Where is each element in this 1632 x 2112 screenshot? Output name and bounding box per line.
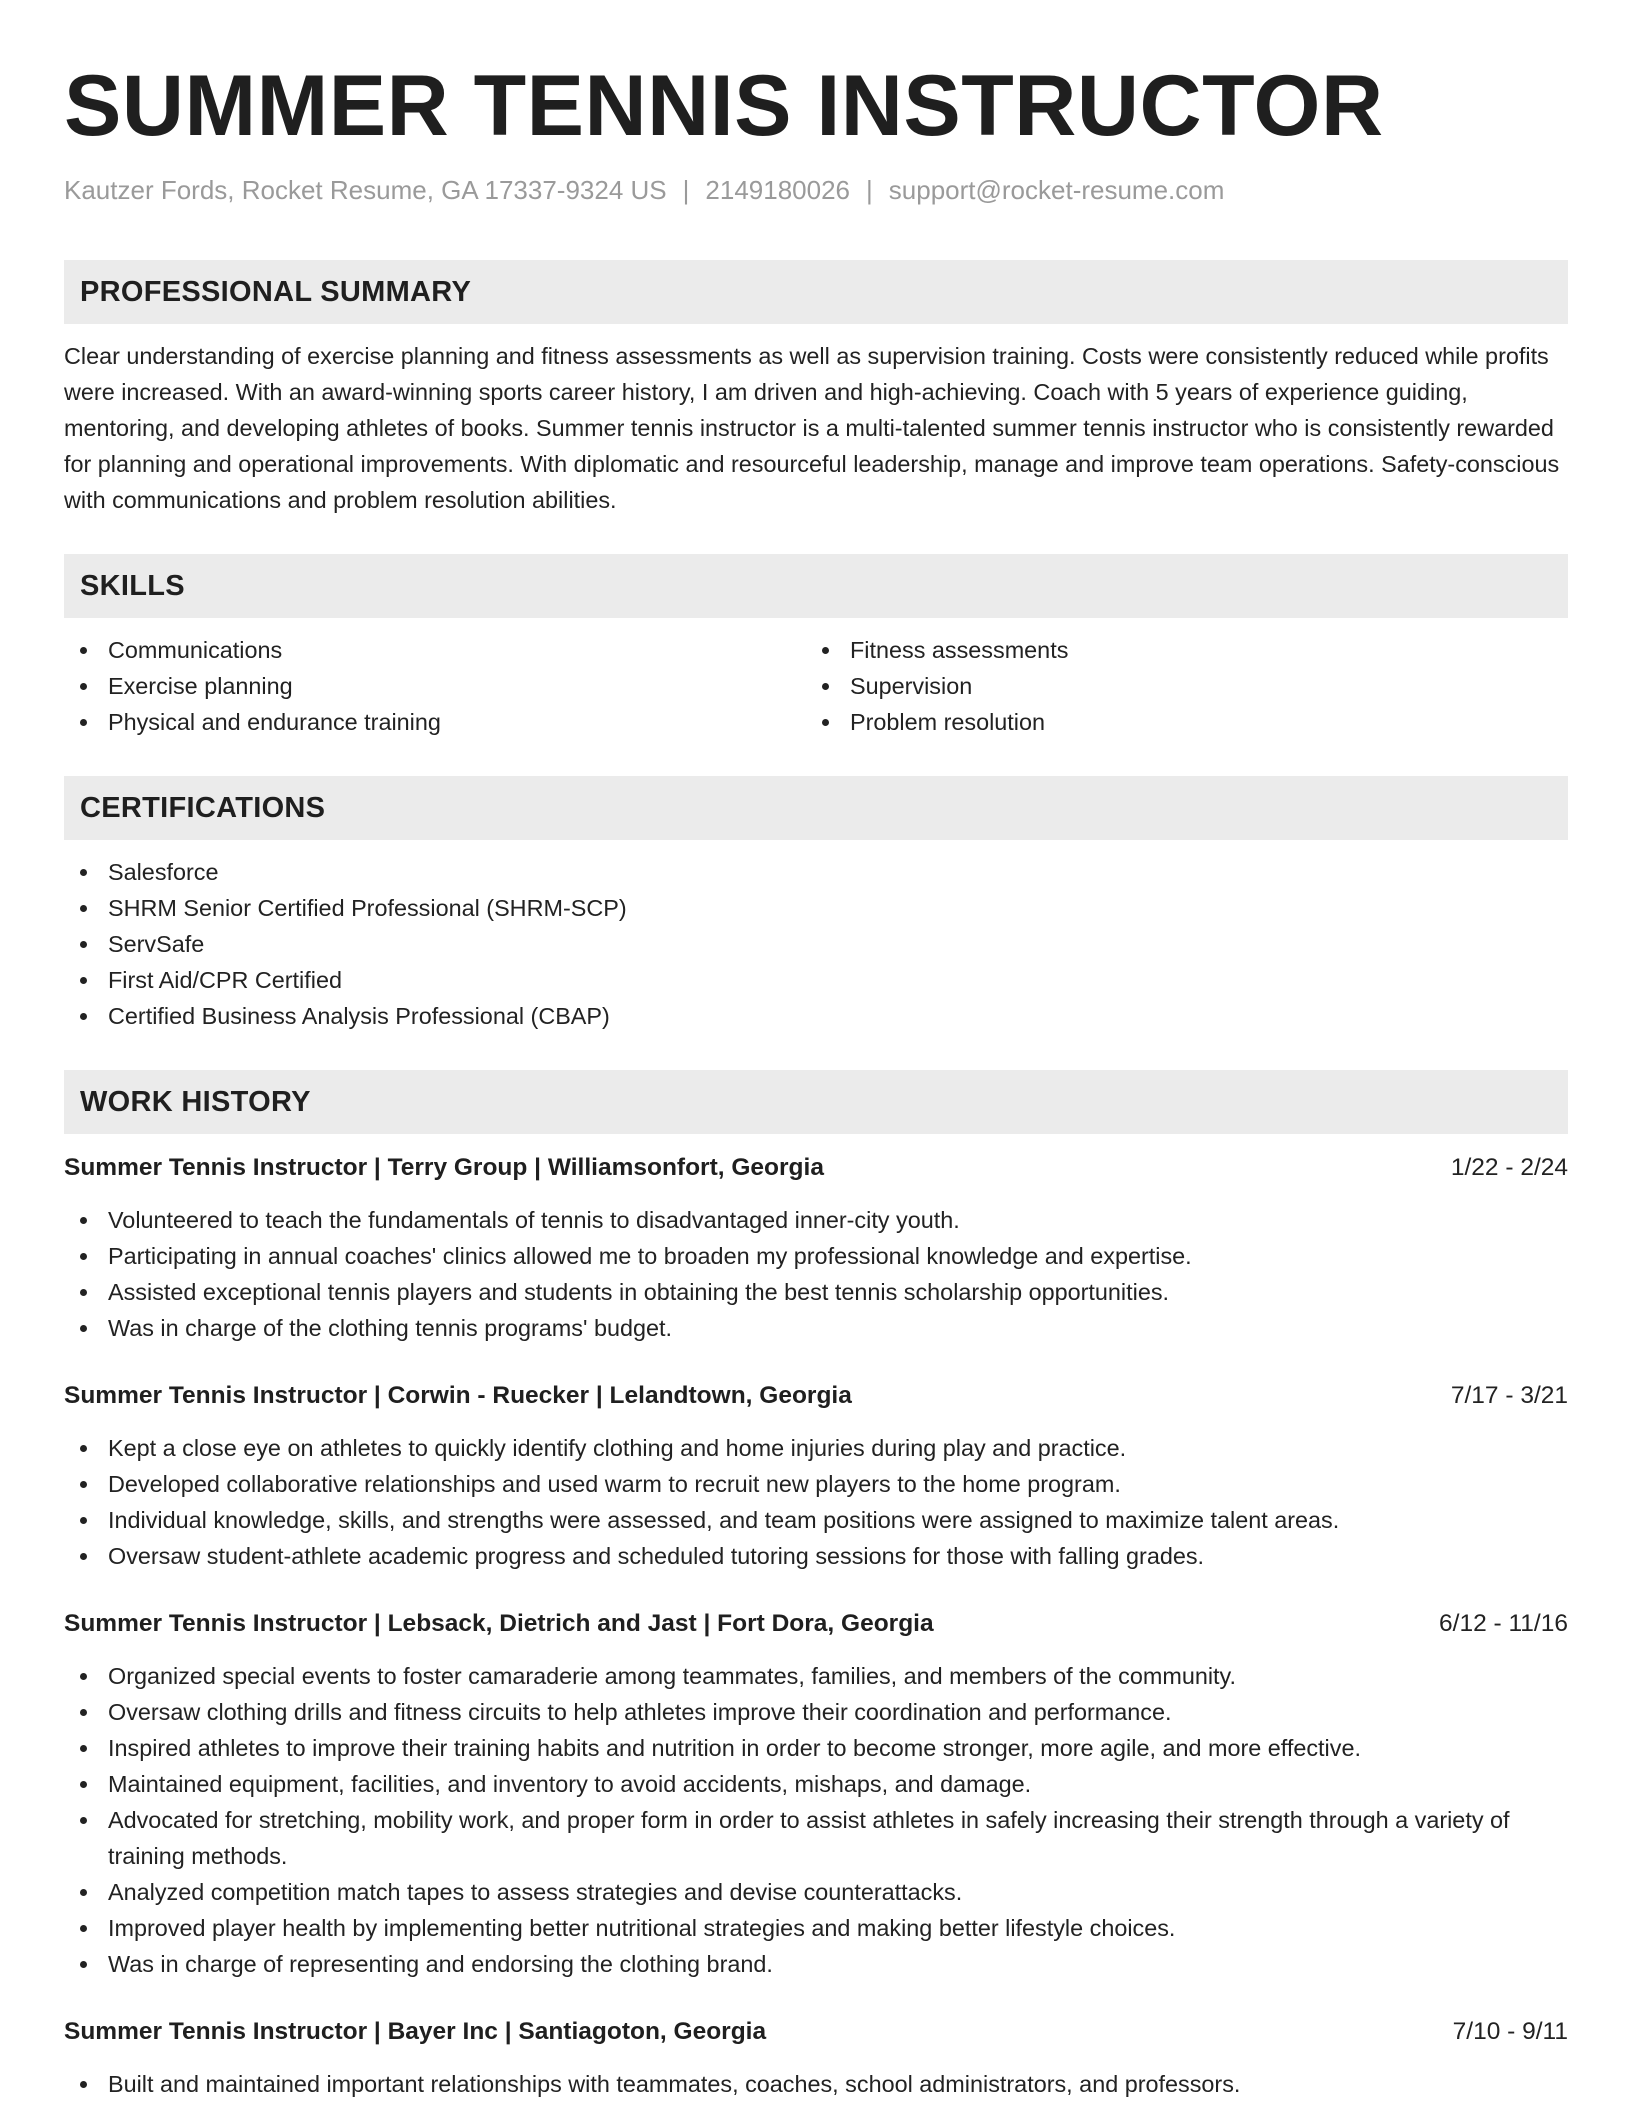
job-bullet: Developed collaborative relationships and used warm to recruit new players to the home program. — [64, 1466, 1568, 1502]
job-bullet: Oversaw clothing drills and fitness circuits to help athletes improve their coordination and performance. — [64, 1694, 1568, 1730]
job-dates: 7/17 - 3/21 — [1450, 1382, 1568, 1409]
job-bullet: Participating in annual coaches' clinics allowed me to broaden my professional knowledge and expertise. — [64, 1238, 1568, 1274]
skills-list-right — [806, 632, 1548, 740]
certification-item: Salesforce — [64, 854, 1568, 890]
certification-item: SHRM Senior Certified Professional (SHRM-SCP) — [64, 890, 1568, 926]
job-dates: 1/22 - 2/24 — [1450, 1154, 1568, 1181]
job-header — [64, 1150, 1568, 1186]
job-bullet: Was in charge of the clothing tennis programs' budget. — [64, 1310, 1568, 1346]
job-bullet: Was in charge of representing and endorsing the clothing brand. — [64, 1946, 1568, 1982]
section-heading-certifications: CERTIFICATIONS — [64, 776, 1568, 840]
job-dates: 6/12 - 11/16 — [1439, 1610, 1568, 1637]
job-header — [64, 2014, 1568, 2050]
job-bullet: Advocated for stretching, mobility work, and proper form in order to assist athletes in safely increasing their strength through a variety of training methods. — [64, 1802, 1568, 1874]
certifications-list — [64, 854, 1568, 1034]
job-bullet: Analyzed competition match tapes to assess strategies and devise counterattacks. — [64, 1874, 1568, 1910]
job-title: Summer Tennis Instructor | Bayer Inc | Santiagoton, Georgia — [64, 2018, 767, 2045]
job-title: Summer Tennis Instructor | Corwin - Ruecker | Lelandtown, Georgia — [64, 1382, 852, 1409]
job-bullet: Assisted exceptional tennis players and students in obtaining the best tennis scholarship opportunities. — [64, 1274, 1568, 1310]
job-entry — [64, 1606, 1568, 1982]
contact-separator: | — [682, 175, 690, 205]
job-entry — [64, 2014, 1568, 2102]
job-bullet: Oversaw student-athlete academic progress and scheduled tutoring sessions for those with falling grades. — [64, 1538, 1568, 1574]
job-bullet: Inspired athletes to improve their training habits and nutrition in order to become stronger, more agile, and more effective. — [64, 1730, 1568, 1766]
job-bullet: Maintained equipment, facilities, and inventory to avoid accidents, mishaps, and damage. — [64, 1766, 1568, 1802]
job-title: Summer Tennis Instructor | Lebsack, Dietrich and Jast | Fort Dora, Georgia — [64, 1610, 934, 1637]
job-bullets — [64, 1202, 1568, 1346]
job-bullet: Individual knowledge, skills, and strengths were assessed, and team positions were assigned to maximize talent areas. — [64, 1502, 1568, 1538]
contact-phone: 2149180026 — [705, 175, 851, 205]
job-header — [64, 1606, 1568, 1642]
job-bullet: Improved player health by implementing better nutritional strategies and making better lifestyle choices. — [64, 1910, 1568, 1946]
contact-email: support@rocket-resume.com — [888, 175, 1225, 205]
job-bullet: Kept a close eye on athletes to quickly identify clothing and home injuries during play and practice. — [64, 1430, 1568, 1466]
skill-item: Communications — [64, 632, 806, 668]
job-title: Summer Tennis Instructor | Terry Group | Williamsonfort, Georgia — [64, 1154, 824, 1181]
section-heading-work-history: WORK HISTORY — [64, 1070, 1568, 1134]
contact-line — [64, 172, 1568, 208]
certification-item: Certified Business Analysis Professional (CBAP) — [64, 998, 1568, 1034]
summary-text: Clear understanding of exercise planning and fitness assessments as well as supervision training. Costs were consistently reduced while profits were increased. With an award-winning sports career history, I am driven and high-achieving. Coach with 5 years of experience guiding, mentoring, and developing athletes of books. Summer tennis instructor is a multi-talented summer tennis instructor who is consistently rewarded for planning and operational improvements. With diplomatic and resourceful leadership, manage and improve team operations. Safety-conscious with communications and problem resolution abilities. — [64, 343, 1560, 513]
job-entry — [64, 1150, 1568, 1346]
skill-item: Supervision — [806, 668, 1548, 704]
certification-item: First Aid/CPR Certified — [64, 962, 1568, 998]
contact-address: Kautzer Fords, Rocket Resume, GA 17337-9324 US — [64, 175, 667, 205]
skill-item: Exercise planning — [64, 668, 806, 704]
job-bullets — [64, 1430, 1568, 1574]
skills-list-left — [64, 632, 806, 740]
job-header — [64, 1378, 1568, 1414]
job-bullet: Organized special events to foster camaraderie among teammates, families, and members of the community. — [64, 1658, 1568, 1694]
job-bullet: Volunteered to teach the fundamentals of tennis to disadvantaged inner-city youth. — [64, 1202, 1568, 1238]
skills-grid — [64, 632, 1568, 740]
section-heading-summary: PROFESSIONAL SUMMARY — [64, 260, 1568, 324]
certification-item: ServSafe — [64, 926, 1568, 962]
job-bullets — [64, 2066, 1568, 2102]
skill-item: Problem resolution — [806, 704, 1548, 740]
section-heading-skills: SKILLS — [64, 554, 1568, 618]
skill-item: Physical and endurance training — [64, 704, 806, 740]
contact-separator: | — [866, 175, 873, 205]
skill-item: Fitness assessments — [806, 632, 1548, 668]
job-entry — [64, 1378, 1568, 1574]
job-bullets — [64, 1658, 1568, 1982]
job-bullet: Built and maintained important relationships with teammates, coaches, school administrators, and professors. — [64, 2066, 1568, 2102]
job-dates: 7/10 - 9/11 — [1452, 2018, 1568, 2045]
resume-title: SUMMER TENNIS INSTRUCTOR — [64, 58, 1384, 154]
